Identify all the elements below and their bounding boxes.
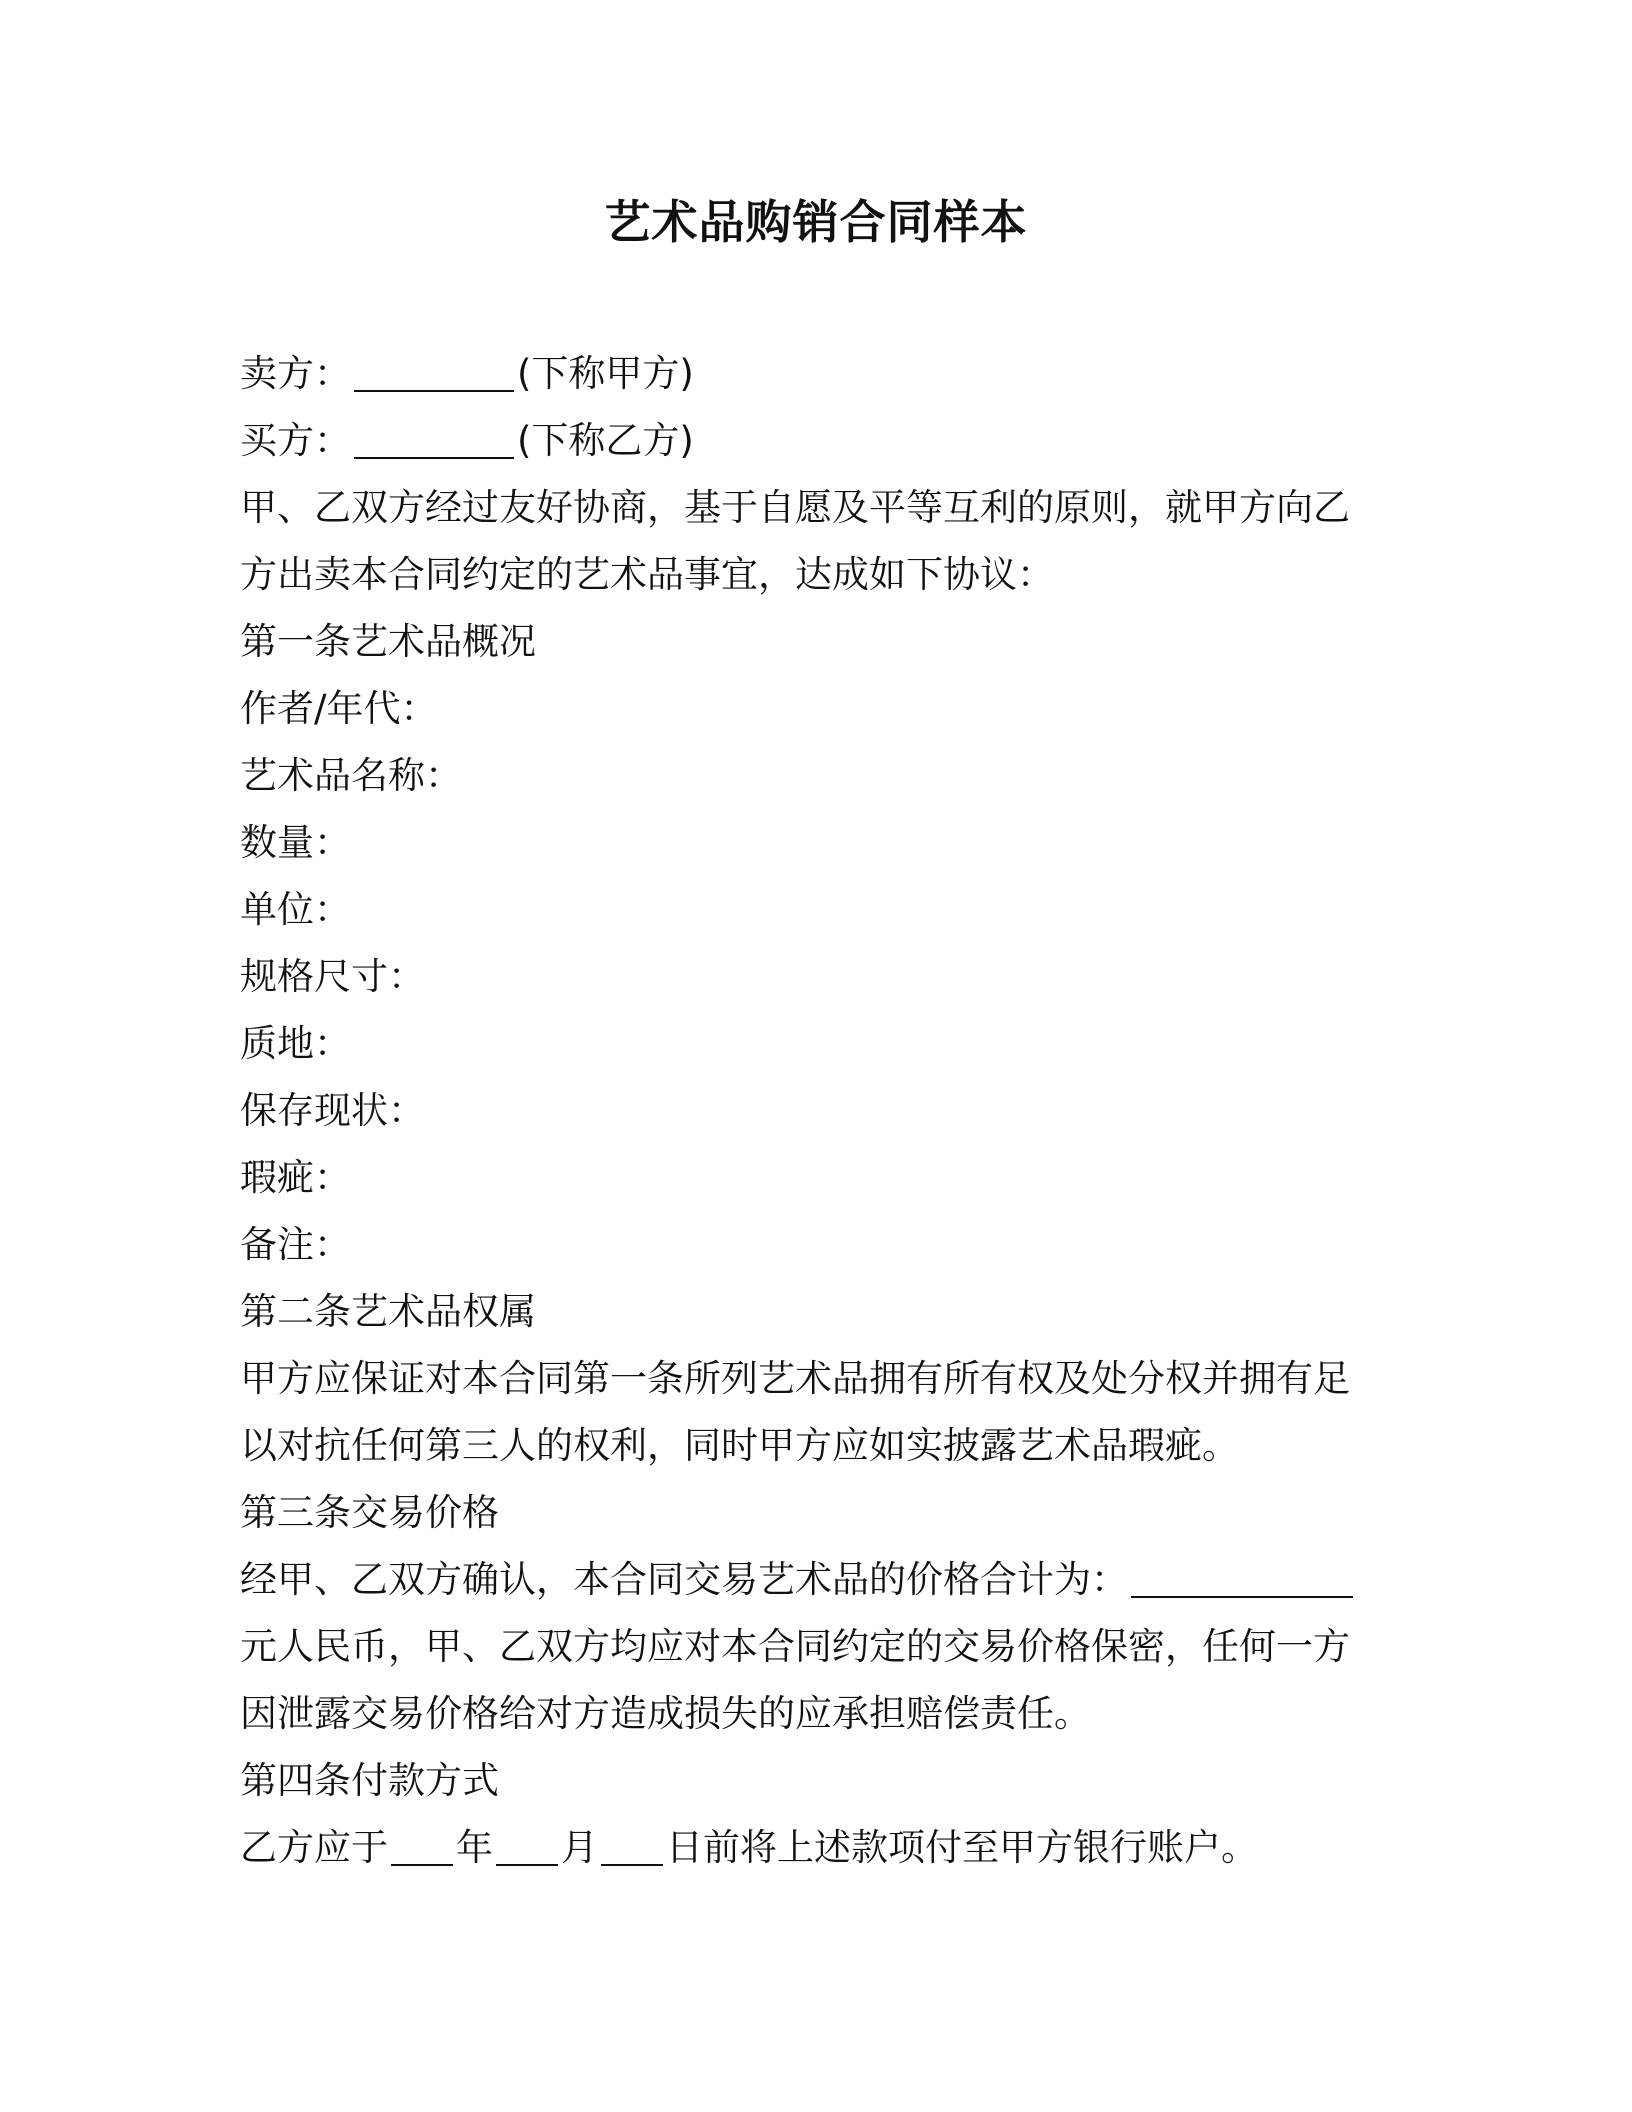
article-4-heading: 第四条付款方式 <box>240 1759 499 1802</box>
preamble-line-1: 甲、乙双方经过友好协商，基于自愿及平等互利的原则，就甲方向乙 <box>240 486 1350 529</box>
payment-line <box>240 1814 1360 1881</box>
buyer-suffix: (下称乙方) <box>517 419 694 462</box>
buyer-name-blank[interactable] <box>354 417 514 459</box>
article-3-line-1 <box>240 1546 1360 1613</box>
document-body <box>240 340 1360 1881</box>
payment-year-blank[interactable] <box>391 1824 453 1866</box>
seller-name-blank[interactable] <box>354 350 514 392</box>
buyer-label: 买方： <box>240 419 351 462</box>
seller-label: 卖方： <box>240 352 351 395</box>
seller-suffix: (下称甲方) <box>517 352 694 395</box>
buyer-line <box>240 407 1360 474</box>
field-remarks: 备注： <box>240 1223 351 1266</box>
field-quantity: 数量： <box>240 821 351 864</box>
article-3-heading: 第三条交易价格 <box>240 1491 499 1534</box>
article-3-line-2: 元人民币，甲、乙双方均应对本合同约定的交易价格保密，任何一方 <box>240 1625 1350 1668</box>
article-2-line-1: 甲方应保证对本合同第一条所列艺术品拥有所有权及处分权并拥有足 <box>240 1357 1350 1400</box>
field-unit: 单位： <box>240 888 351 931</box>
payment-prefix: 乙方应于 <box>240 1826 388 1869</box>
price-blank[interactable] <box>1131 1556 1353 1598</box>
field-artwork-name: 艺术品名称： <box>240 754 462 797</box>
payment-month-label: 月 <box>561 1826 598 1869</box>
payment-month-blank[interactable] <box>496 1824 558 1866</box>
article-2-heading: 第二条艺术品权属 <box>240 1290 536 1333</box>
payment-day-blank[interactable] <box>601 1824 663 1866</box>
price-text: 经甲、乙双方确认，本合同交易艺术品的价格合计为： <box>240 1558 1128 1601</box>
preamble-line-2: 方出卖本合同约定的艺术品事宜，达成如下协议： <box>240 553 1054 596</box>
article-1-heading: 第一条艺术品概况 <box>240 620 536 663</box>
field-condition: 保存现状： <box>240 1089 425 1132</box>
seller-line <box>240 340 1360 407</box>
document-title: 艺术品购销合同样本 <box>604 195 1028 249</box>
field-defects: 瑕疵： <box>240 1156 351 1199</box>
payment-year-label: 年 <box>456 1826 493 1869</box>
article-3-line-3: 因泄露交易价格给对方造成损失的应承担赔偿责任。 <box>240 1692 1091 1735</box>
field-material: 质地： <box>240 1022 351 1065</box>
payment-suffix: 日前将上述款项付至甲方银行账户。 <box>666 1826 1258 1869</box>
field-dimensions: 规格尺寸： <box>240 955 425 998</box>
field-author-era: 作者/年代： <box>240 687 438 730</box>
article-2-line-2: 以对抗任何第三人的权利，同时甲方应如实披露艺术品瑕疵。 <box>240 1424 1239 1467</box>
